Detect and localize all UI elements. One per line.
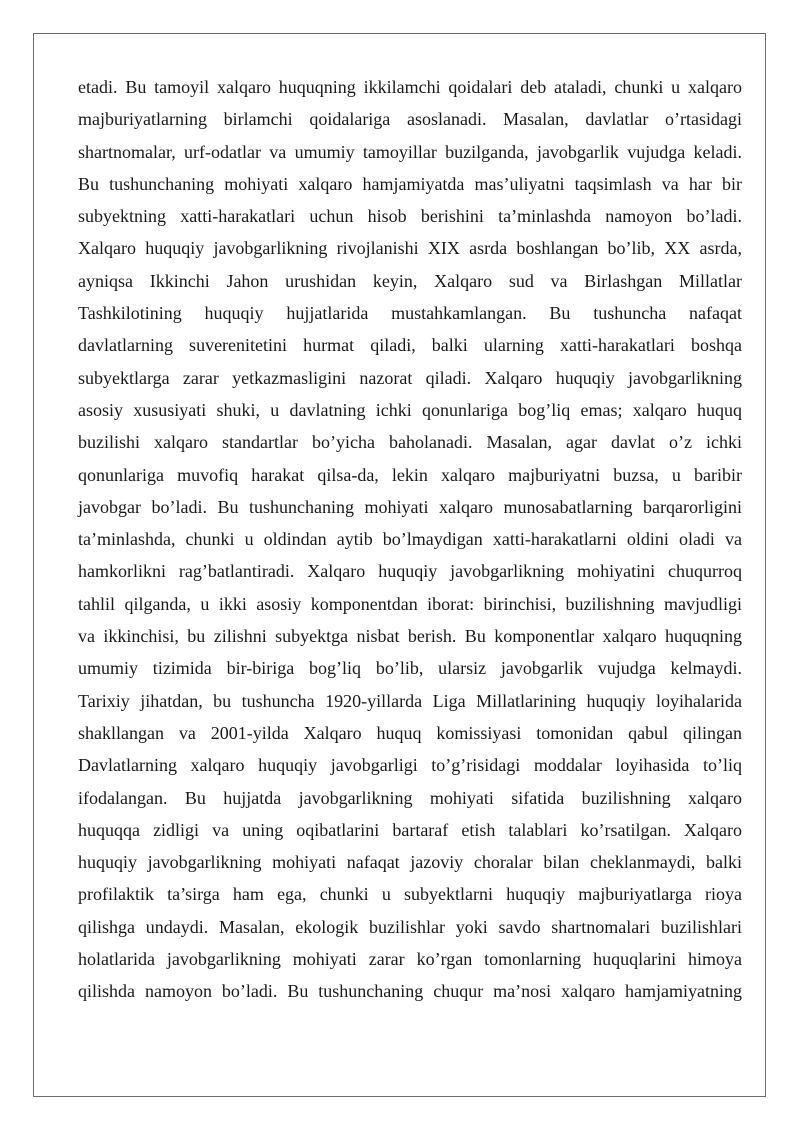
text-line: huquqiy javobgarlikning mohiyati nafaqat jazoviy choralar bilan cheklanmaydi, balki — [78, 852, 742, 873]
text-line: profilaktik ta’sirga ham ega, chunki u subyektlarni huquqiy majburiyatlarga rioya — [78, 884, 742, 905]
text-line: etadi. Bu tamoyil xalqaro huquqning ikkilamchi qoidalari deb ataladi, chunki u xalqaro — [78, 77, 742, 97]
text-line: huquqqa zidligi va uning oqibatlarini bartaraf etish talablari ko’rsatilgan. Xalqaro — [78, 819, 742, 840]
text-line: holatlarida javobgarlikning mohiyati zarar ko’rgan tomonlarning huquqlarini himoya — [78, 949, 742, 970]
text-line: javobgar bo’ladi. Bu tushunchaning mohiyati xalqaro munosabatlarning barqarorligini — [78, 496, 742, 517]
text-line: umumiy tizimida bir-biriga bog’liq bo’lib, ularsiz javobgarlik vujudga kelmaydi. — [78, 658, 742, 679]
text-line: qilishga undaydi. Masalan, ekologik buzilishlar yoki savdo shartnomalari buzilishlari — [78, 916, 742, 937]
text-line: qilishda namoyon bo’ladi. Bu tushunchaning chuqur ma’nosi xalqaro hamjamiyatning — [78, 981, 742, 1002]
text-line: shakllangan va 2001-yilda Xalqaro huquq komissiyasi tomonidan qabul qilingan — [78, 722, 742, 743]
text-line: ayniqsa Ikkinchi Jahon urushidan keyin, Xalqaro sud va Birlashgan Millatlar — [78, 270, 742, 291]
text-line: subyektning xatti-harakatlari uchun hisob berishini ta’minlashda namoyon bo’ladi. — [78, 206, 742, 227]
text-line: qonunlariga muvofiq harakat qilsa-da, lekin xalqaro majburiyatni buzsa, u baribir — [78, 464, 742, 485]
text-line: davlatlarning suverenitetini hurmat qiladi, balki ularning xatti-harakatlari boshqa — [78, 335, 742, 356]
text-line: subyektlarga zarar yetkazmasligini nazorat qiladi. Xalqaro huquqiy javobgarlikning — [78, 367, 742, 388]
text-line: Davlatlarning xalqaro huquqiy javobgarligi to’g’risidagi moddalar loyihasida to’liq — [78, 755, 742, 776]
text-line: Tarixiy jihatdan, bu tushuncha 1920-yillarda Liga Millatlarining huquqiy loyihalarida — [78, 690, 742, 711]
body-paragraph — [78, 71, 742, 1008]
text-line: va ikkinchisi, bu zilishni subyektga nisbat berish. Bu komponentlar xalqaro huquqning — [78, 626, 742, 647]
text-line: ifodalangan. Bu hujjatda javobgarlikning mohiyati sifatida buzilishning xalqaro — [78, 787, 742, 808]
text-line: asosiy xususiyati shuki, u davlatning ichki qonunlariga bog’liq emas; xalqaro huquq — [78, 399, 742, 420]
text-line: Bu tushunchaning mohiyati xalqaro hamjamiyatda mas’uliyatni taqsimlash va har bir — [78, 173, 742, 194]
text-line: Xalqaro huquqiy javobgarlikning rivojlanishi XIX asrda boshlangan bo’lib, XX asrda, — [78, 238, 742, 259]
text-line: ta’minlashda, chunki u oldindan aytib bo’lmaydigan xatti-harakatlarni oldini oladi va — [78, 529, 742, 550]
text-line: buzilishi xalqaro standartlar bo’yicha baholanadi. Masalan, agar davlat o’z ichki — [78, 432, 742, 453]
text-line: tahlil qilganda, u ikki asosiy komponentdan iborat: birinchisi, buzilishning mavjudligi — [78, 593, 742, 614]
text-line: shartnomalar, urf-odatlar va umumiy tamoyillar buzilganda, javobgarlik vujudga keladi. — [78, 141, 742, 162]
text-line: hamkorlikni rag’batlantiradi. Xalqaro huquqiy javobgarlikning mohiyatini chuqurroq — [78, 561, 742, 582]
text-line: Tashkilotining huquqiy hujjatlarida mustahkamlangan. Bu tushuncha nafaqat — [78, 303, 742, 324]
text-line: majburiyatlarning birlamchi qoidalariga asoslanadi. Masalan, davlatlar o’rtasidagi — [78, 109, 742, 130]
